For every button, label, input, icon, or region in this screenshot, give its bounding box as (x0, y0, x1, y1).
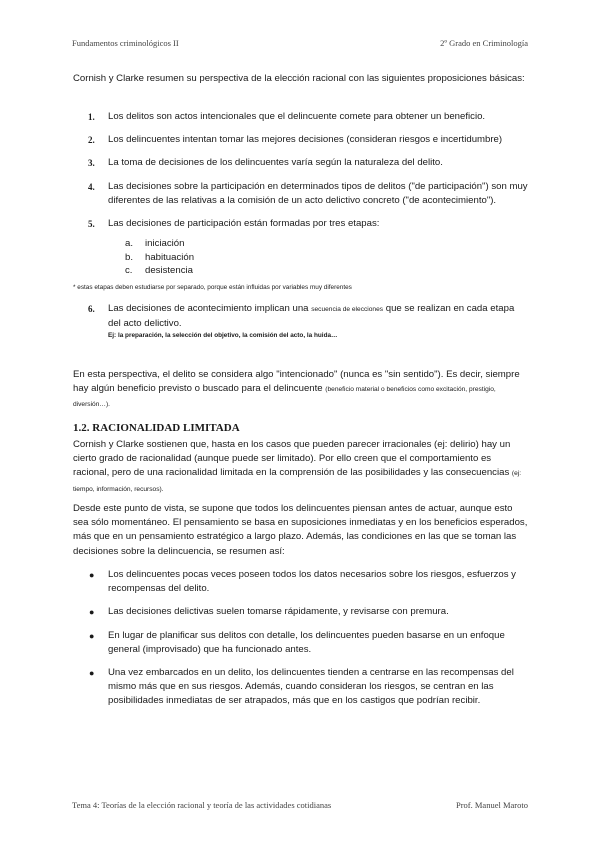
bounded-rationality-paragraph (73, 438, 529, 497)
viewpoint-paragraph (73, 502, 529, 559)
list-number: 6. (88, 303, 95, 314)
list-number: 5. (88, 219, 95, 230)
bullet-text: Los delincuentes pocas veces poseen todos los datos necesarios sobre los riesgos, esfuerzos y recompensas del delito. (108, 569, 516, 595)
sublist-item (125, 251, 529, 265)
bullet-item (73, 605, 529, 619)
example-note: Ej: la preparación, la selección del objetivo, la comisión del acto, la huida… (108, 332, 338, 340)
list-item-text: Las decisiones de participación están formadas por tres etapas: (108, 218, 380, 230)
bullet-icon: ● (89, 668, 95, 679)
bullet-text: En lugar de planificar sus delitos con detalle, los delincuentes pueden basarse en un enfoque general (improvisado) que ha funcionado antes. (108, 629, 505, 655)
stages-sublist (125, 237, 529, 278)
running-header-right: 2º Grado en Criminología (440, 38, 528, 48)
bullet-item (73, 629, 529, 657)
propositions-list (73, 110, 529, 350)
viewpoint-text: Desde este punto de vista, se supone que todos los delincuentes piensan antes de actuar, aunque esto sea sólo momentáneo. El pensamiento se basa en suposiciones inmediatas y en los beneficios esperados, más que en un pensamiento estratégico a largo plazo. Además, las condiciones en las que se toman las decisiones sobre la delincuencia, se resumen así: (73, 503, 528, 557)
perspective-paragraph (73, 368, 529, 413)
running-footer-left: Tema 4: Teorías de la elección racional y teoría de las actividades cotidianas (72, 800, 332, 810)
bullet-text: Una vez embarcados en un delito, los delincuentes tienden a centrarse en las recompensas del mismo más que en sus riesgos. Además, cuando consideran los riesgos, se centran en las posibilidades inmediatas de ser atrapados, más que en los castigos que podrían recibir. (108, 667, 514, 707)
sublist-text: habituación (145, 251, 195, 263)
section-heading: 1.2. RACIONALIDAD LIMITADA (73, 422, 240, 434)
bullet-icon: ● (89, 607, 95, 618)
conditions-list (73, 568, 529, 718)
bullet-text: Las decisiones delictivas suelen tomarse rápidamente, y revisarse con premura. (108, 606, 449, 618)
list-item (73, 217, 529, 293)
perspective-small-text: (beneficio material o beneficios como excitación, prestigio, diversión…). (73, 386, 496, 409)
sublist-item (125, 264, 529, 278)
intro-paragraph (73, 72, 529, 86)
list-item-text: Los delincuentes intentan tomar las mejores decisiones (consideran riesgos e incertidumbre) (108, 134, 503, 146)
list-item (73, 180, 529, 208)
sublist-text: desistencia (145, 265, 193, 277)
bounded-small-text: (ej: tiempo, información, recursos). (73, 470, 522, 493)
list-number: 4. (88, 181, 95, 192)
bullet-icon: ● (89, 630, 95, 641)
running-header-left: Fundamentos criminológicos II (72, 38, 179, 48)
sublist-item (125, 237, 529, 251)
list-number: 3. (88, 158, 95, 169)
list-item-text: Las decisiones sobre la participación en determinados tipos de delitos ("de participación") son muy diferentes de las relativas a la comisión de un acto delictivo concreto ("de acontecimiento"). (108, 180, 528, 206)
list-item-text: Las decisiones de acontecimiento implican una (108, 302, 309, 314)
list-item-text-after: que se realizan en cada etapa del acto delictivo. (108, 302, 515, 329)
bullet-icon: ● (89, 570, 95, 580)
list-number: 1. (88, 112, 95, 122)
sublist-text: iniciación (145, 238, 185, 250)
perspective-text: En esta perspectiva, el delito se considera algo "intencionado" (nunca es "sin sentido"). Es decir, siempre hay algún beneficio previsto o buscado para el delincuente (73, 369, 520, 395)
list-item-text: Los delitos son actos intencionales que el delincuente comete para obtener un beneficio. (108, 111, 486, 122)
intro-text: Cornish y Clarke resumen su perspectiva de la elección racional con las siguientes proposiciones básicas: (73, 73, 525, 84)
list-item-small-text: secuencia de elecciones (311, 305, 384, 313)
list-item-text: La toma de decisiones de los delincuentes varía según la naturaleza del delito. (108, 157, 443, 169)
list-number: 2. (88, 135, 95, 146)
bullet-item (73, 666, 529, 709)
running-footer-right: Prof. Manuel Maroto (455, 800, 528, 810)
sublist-letter: a. (125, 238, 134, 250)
bounded-text: Cornish y Clarke sostienen que, hasta en los casos que pueden parecer irracionales (ej: delirio) hay un cierto grado de racionalidad (aunque puede ser limitado). Por ello creen que el comportamiento es racional, pero de una racionalidad limitada en la comprensión de las posibilidades y las consecuencias (73, 439, 511, 479)
list-item (73, 302, 529, 341)
sublist-letter: b. (125, 251, 134, 263)
list-item (73, 156, 529, 170)
bullet-item (73, 568, 529, 596)
sublist-letter: c. (125, 265, 133, 277)
stages-note: * estas etapas deben estudiarse por separado, porque están influidas por variables muy diferentes (73, 283, 352, 291)
list-item (73, 133, 529, 147)
list-item (73, 110, 529, 124)
